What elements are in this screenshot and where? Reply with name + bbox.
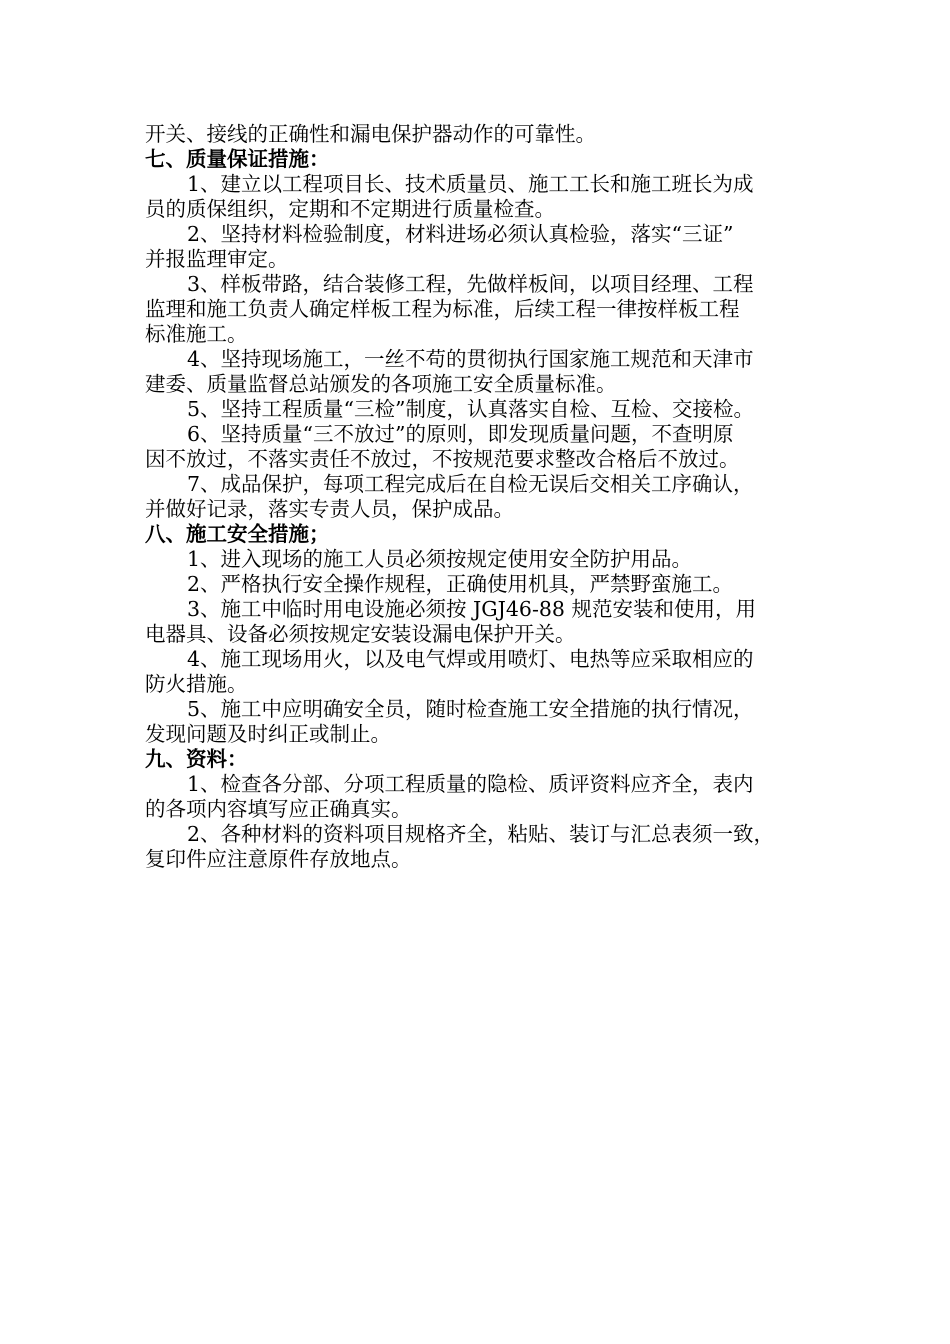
text-line: 监理和施工负责人确定样板工程为标准，后续工程一律按样板工程 <box>145 297 740 321</box>
text-line: 电器具、设备必须按规定安装设漏电保护开关。 <box>145 622 576 646</box>
text-line: 发现问题及时纠正或制止。 <box>145 722 391 746</box>
section-heading: 七、质量保证措施： <box>145 147 330 171</box>
text-line: 7、成品保护，每项工程完成后在自检无误后交相关工序确认， <box>187 472 754 496</box>
text-line: 防火措施。 <box>145 672 248 696</box>
text-line: 2、各种材料的资料项目规格齐全，粘贴、装订与汇总表须一致， <box>187 822 775 846</box>
text-line: 开关、接线的正确性和漏电保护器动作的可靠性。 <box>145 122 596 146</box>
text-line: 5、坚持工程质量“三检”制度，认真落实自检、互检、交接检。 <box>187 397 755 421</box>
text-line: 1、检查各分部、分项工程质量的隐检、质评资料应齐全，表内 <box>187 772 754 796</box>
section-heading: 九、资料： <box>145 747 248 771</box>
text-line: 并做好记录，落实专责人员，保护成品。 <box>145 497 514 521</box>
text-line: 因不放过，不落实责任不放过，不按规范要求整改合格后不放过。 <box>145 447 740 471</box>
text-line: 2、坚持材料检验制度，材料进场必须认真检验，落实“三证” <box>187 222 734 246</box>
text-line: 标准施工。 <box>145 322 248 346</box>
text-line: 2、严格执行安全操作规程，正确使用机具，严禁野蛮施工。 <box>187 572 734 596</box>
section-heading: 八、施工安全措施； <box>145 522 330 546</box>
text-line: 复印件应注意原件存放地点。 <box>145 847 412 871</box>
text-line: 5、施工中应明确安全员，随时检查施工安全措施的执行情况， <box>187 697 754 721</box>
text-line: 4、施工现场用火，以及电气焊或用喷灯、电热等应采取相应的 <box>187 647 754 671</box>
document-body <box>145 122 825 872</box>
text-line: 1、建立以工程项目长、技术质量员、施工工长和施工班长为成 <box>187 172 754 196</box>
text-line: 6、坚持质量“三不放过”的原则，即发现质量问题，不查明原 <box>187 422 734 446</box>
text-line: 并报监理审定。 <box>145 247 289 271</box>
text-line: 1、进入现场的施工人员必须按规定使用安全防护用品。 <box>187 547 693 571</box>
text-line: 3、样板带路，结合装修工程，先做样板间，以项目经理、工程 <box>187 272 754 296</box>
text-line: 建委、质量监督总站颁发的各项施工安全质量标准。 <box>145 372 617 396</box>
text-line: 3、施工中临时用电设施必须按 JGJ46-88 规范安装和使用，用 <box>187 597 756 621</box>
text-line: 员的质保组织，定期和不定期进行质量检查。 <box>145 197 555 221</box>
text-line: 的各项内容填写应正确真实。 <box>145 797 412 821</box>
text-line: 4、坚持现场施工，一丝不苟的贯彻执行国家施工规范和天津市 <box>187 347 754 371</box>
